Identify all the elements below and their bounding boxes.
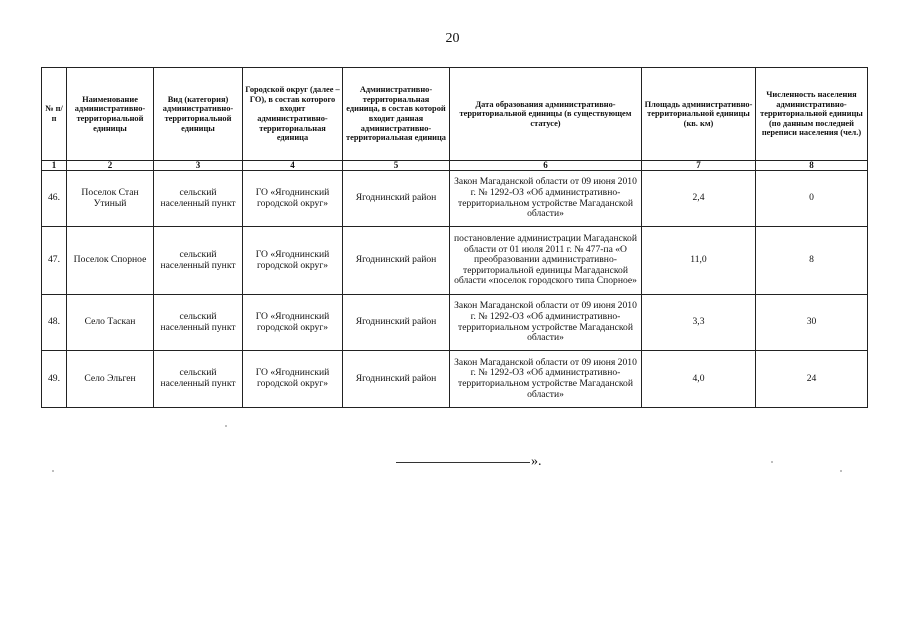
table-header-row xyxy=(42,68,868,161)
unit-parent: Ягоднинский район xyxy=(343,171,450,227)
column-number: 7 xyxy=(642,161,756,171)
unit-population: 8 xyxy=(756,227,868,295)
header-type: Вид (категория) административно-территориальной единицы xyxy=(154,68,243,161)
unit-type: сельский населенный пункт xyxy=(154,227,243,295)
header-area: Площадь административно-территориальной единицы (кв. км) xyxy=(642,68,756,161)
column-numbers-row xyxy=(42,161,868,171)
header-number: № п/п xyxy=(42,68,67,161)
header-population: Численность населения административно-территориальной единицы (по данным последней переписи населения (чел.) xyxy=(756,68,868,161)
scan-speck xyxy=(52,470,54,472)
unit-area: 2,4 xyxy=(642,171,756,227)
unit-formation-date: постановление администрации Магаданской области от 01 июля 2011 г. № 477-па «О преобразовании административно-территориальной единицы Магаданской области «поселок городского типа Спорное» xyxy=(450,227,642,295)
unit-area: 11,0 xyxy=(642,227,756,295)
unit-name: Поселок Стан Утиный xyxy=(67,171,154,227)
unit-type: сельский населенный пункт xyxy=(154,351,243,408)
territorial-units-table xyxy=(41,67,868,408)
unit-name: Село Эльген xyxy=(67,351,154,408)
unit-name: Село Таскан xyxy=(67,295,154,351)
column-number: 8 xyxy=(756,161,868,171)
unit-formation-date: Закон Магаданской области от 09 июня 2010 г. № 1292-ОЗ «Об административно-территориальном устройстве Магаданской области» xyxy=(450,351,642,408)
unit-go: ГО «Ягоднинский городской округ» xyxy=(243,351,343,408)
row-number: 49. xyxy=(42,351,67,408)
unit-parent: Ягоднинский район xyxy=(343,227,450,295)
unit-formation-date: Закон Магаданской области от 09 июня 2010 г. № 1292-ОЗ «Об административно-территориальном устройстве Магаданской области» xyxy=(450,295,642,351)
unit-type: сельский населенный пункт xyxy=(154,295,243,351)
column-number: 3 xyxy=(154,161,243,171)
table-row xyxy=(42,295,868,351)
unit-population: 0 xyxy=(756,171,868,227)
unit-go: ГО «Ягоднинский городской округ» xyxy=(243,295,343,351)
unit-go: ГО «Ягоднинский городской округ» xyxy=(243,227,343,295)
row-number: 47. xyxy=(42,227,67,295)
header-go: Городской округ (далее – ГО), в состав которого входит административно-территориальная единица xyxy=(243,68,343,161)
unit-population: 24 xyxy=(756,351,868,408)
table-row xyxy=(42,351,868,408)
header-name: Наименование административно-территориальной единицы xyxy=(67,68,154,161)
scan-speck xyxy=(771,461,773,463)
column-number: 6 xyxy=(450,161,642,171)
row-number: 46. xyxy=(42,171,67,227)
unit-go: ГО «Ягоднинский городской округ» xyxy=(243,171,343,227)
signature-blank-line xyxy=(396,462,530,463)
closing-quote: ». xyxy=(531,454,542,469)
column-number: 4 xyxy=(243,161,343,171)
table-row xyxy=(42,227,868,295)
row-number: 48. xyxy=(42,295,67,351)
unit-parent: Ягоднинский район xyxy=(343,351,450,408)
unit-area: 3,3 xyxy=(642,295,756,351)
column-number: 2 xyxy=(67,161,154,171)
table-row xyxy=(42,171,868,227)
unit-population: 30 xyxy=(756,295,868,351)
page-number: 20 xyxy=(445,31,460,46)
unit-area: 4,0 xyxy=(642,351,756,408)
unit-name: Поселок Спорное xyxy=(67,227,154,295)
header-parent-unit: Административно-территориальная единица, в состав которой входит данная административно-территориальная единица xyxy=(343,68,450,161)
scan-speck xyxy=(840,470,842,472)
unit-parent: Ягоднинский район xyxy=(343,295,450,351)
unit-type: сельский населенный пункт xyxy=(154,171,243,227)
unit-formation-date: Закон Магаданской области от 09 июня 2010 г. № 1292-ОЗ «Об административно-территориальном устройстве Магаданской области» xyxy=(450,171,642,227)
column-number: 5 xyxy=(343,161,450,171)
column-number: 1 xyxy=(42,161,67,171)
scan-speck xyxy=(225,425,227,427)
header-formation-date: Дата образования административно-территориальной единицы (в существующем статусе) xyxy=(450,68,642,161)
